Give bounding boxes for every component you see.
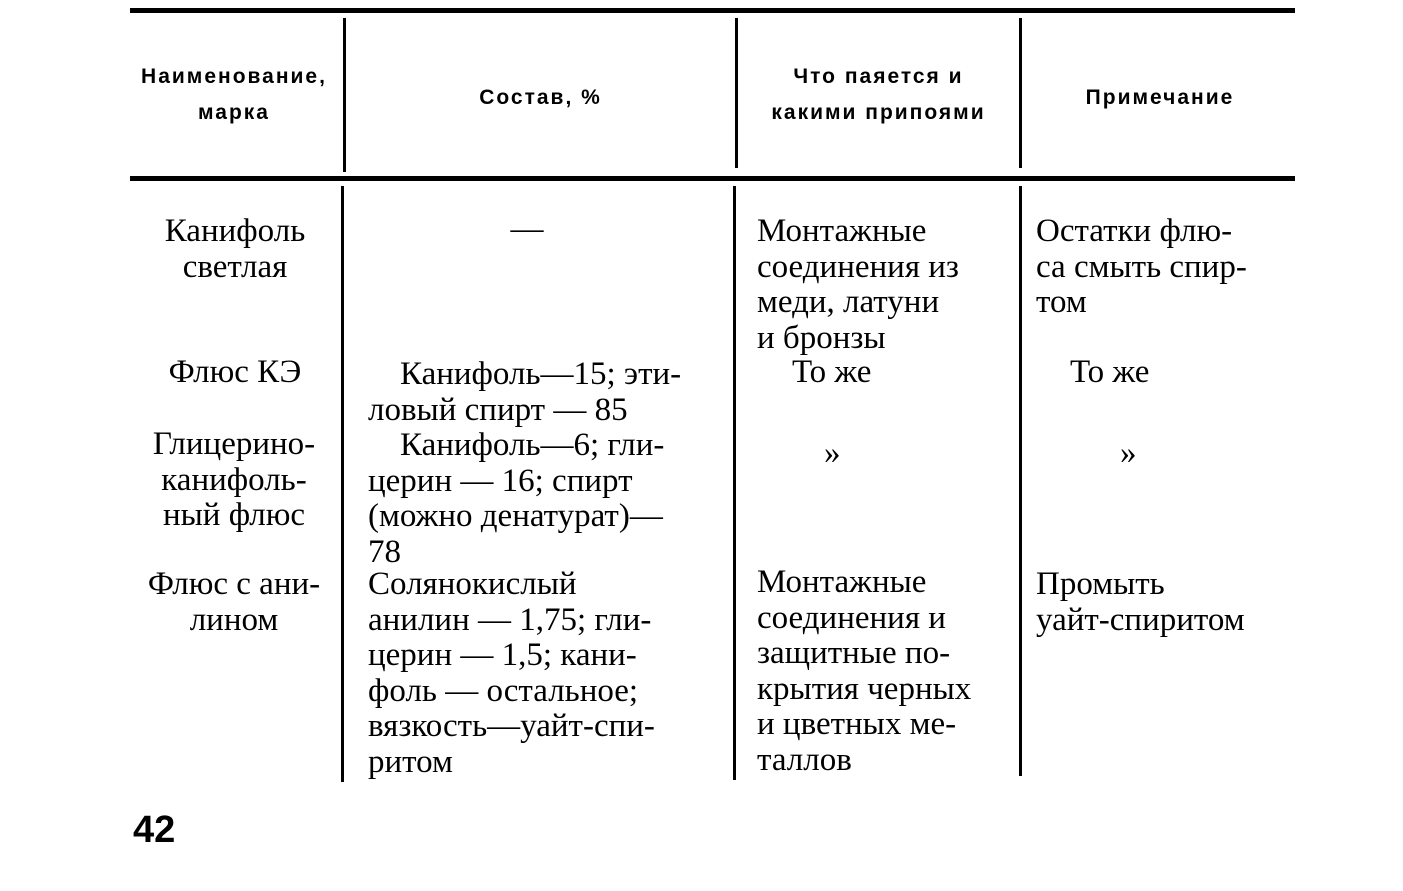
table-cell-name: Флюс КЭ xyxy=(168,354,302,390)
table-cell-name: Глицерино- канифоль- ный флюс xyxy=(152,426,316,533)
table-cell-note: Остатки флю- са смыть спир- том xyxy=(1036,213,1247,320)
table-cell-usage: Монтажные соединения и защитные по- крытия черных и цветных ме- таллов xyxy=(757,564,972,778)
table-top-rule xyxy=(130,8,1295,13)
table-cell-composition: — xyxy=(510,211,544,247)
body-column-divider xyxy=(341,186,344,782)
table-cell-name: Канифоль светлая xyxy=(164,213,306,285)
column-header-note: Примечание xyxy=(1085,86,1235,109)
table-cell-note: » xyxy=(1120,435,1137,471)
column-header-name: Наименование, марка xyxy=(141,65,327,124)
column-header-usage: Что паяется и какими припоями xyxy=(771,65,986,124)
page-number: 42 xyxy=(133,809,176,851)
table-cell-composition: Канифоль—6; гли- церин — 16; спирт (можно денатурат)— 78 xyxy=(368,427,665,570)
table-cell-name: Флюс с ани- лином xyxy=(147,566,321,638)
table-cell-usage: То же xyxy=(792,354,872,390)
table-cell-composition: Солянокислый анилин — 1,75; гли- церин — 1,5; кани- фоль — остальное; вязкость—уайт-спи- ритом xyxy=(368,566,655,780)
table-cell-composition: Канифоль—15; эти- ловый спирт — 85 xyxy=(368,356,682,428)
body-column-divider xyxy=(733,186,736,780)
table-cell-usage: » xyxy=(824,435,841,471)
table-cell-usage: Монтажные соединения из меди, латуни и бронзы xyxy=(757,213,959,356)
table-cell-note: Промыть уайт-спиритом xyxy=(1036,566,1245,638)
column-header-composition: Состав, % xyxy=(479,86,602,109)
body-column-divider xyxy=(1019,186,1022,776)
table-cell-note: То же xyxy=(1070,354,1150,390)
table-header-rule xyxy=(130,176,1295,181)
